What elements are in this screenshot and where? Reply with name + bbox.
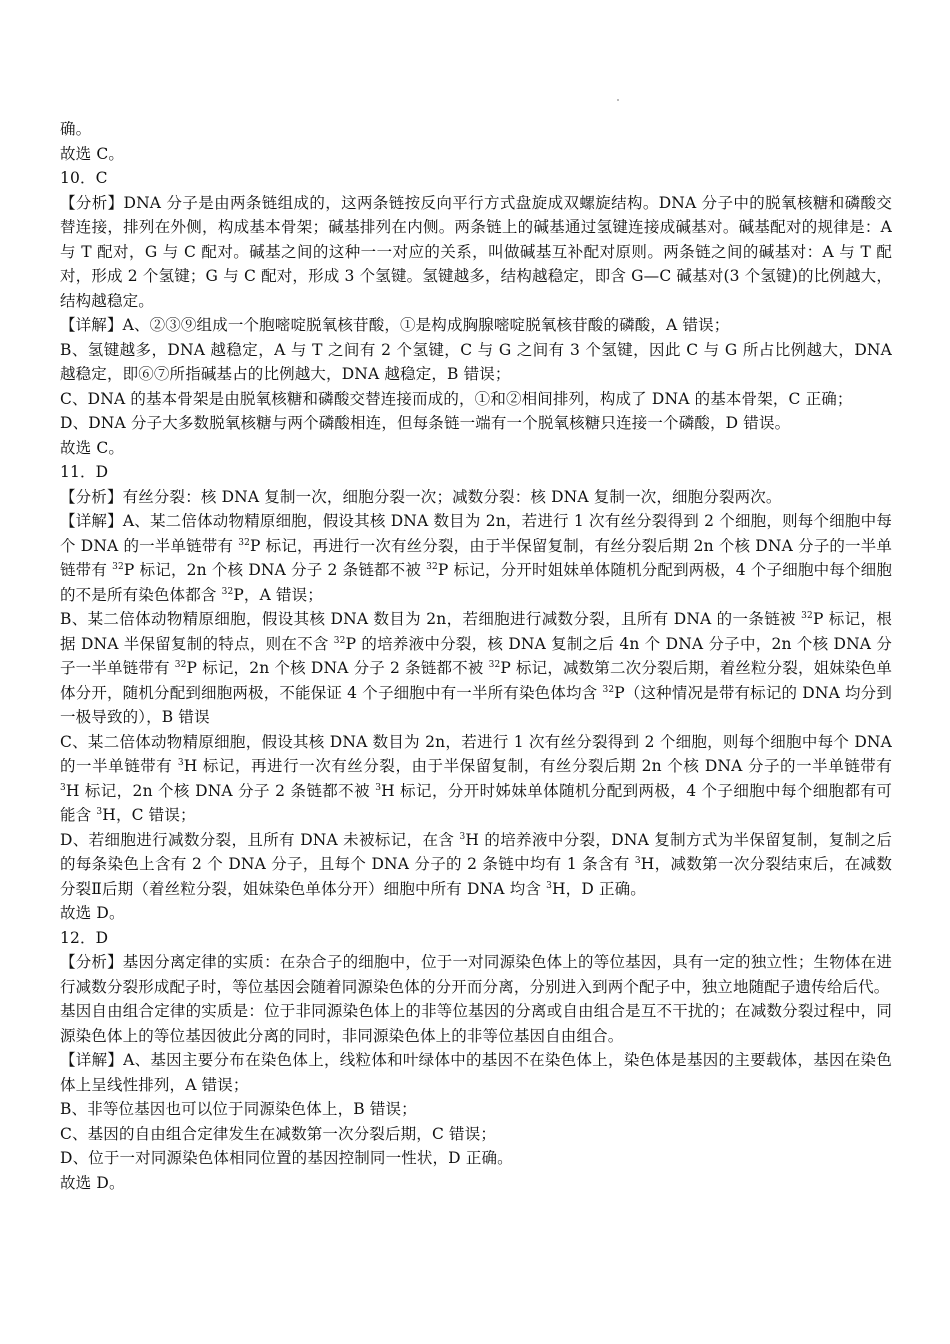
text-line-l16 [60,901,892,926]
text-segment: B、氢键越多，DNA 越稳定，A 与 T 之间有 2 个氢键，C 与 G 之间有 3 个氢键，因此 C 与 G 所占比例越大，DNA 越稳定，即⑥⑦所指碱基占的比例越大，DNA 越稳定，B 错误； [60,340,898,383]
text-line-l19 [60,999,892,1048]
text-segment: D、若细胞进行减数分裂，且所有 DNA 未被标记，在含 [60,830,460,849]
superscript-isotope: 32 [238,537,250,548]
text-line-l24 [60,1171,892,1196]
superscript-isotope: 3 [634,856,641,866]
text-line-l11 [60,485,892,510]
text-line-l13 [60,607,892,730]
text-segment: H，减数第一次分裂结束后，在减数分裂Ⅱ后期（着丝粒分裂，姐妹染色单体分开）细胞中所有 DNA 均含 [60,855,892,898]
text-segment: H 标记，2n 个核 DNA 分子 2 条链都不被 [65,781,376,800]
text-segment: C、DNA 的基本骨架是由脱氧核糖和磷酸交替连接而成的，①和②相间排列，构成了 DNA 的基本骨架，C 正确； [60,389,853,408]
text-segment: P 标记，2n 个核 DNA 分子 2 条链都不被 [123,561,427,579]
text-segment: H 的培养液中分裂，DNA 复制方式为半保留复制，复制之后的每条染色上含有 2 个 DNA 分子，且每个 DNA 分子的 2 条链中均有 1 条含有 [60,830,893,873]
text-segment: P 标记，根据 DNA 半保留复制的特点，则在不含 [60,610,892,653]
text-segment: P，A 错误； [233,585,323,604]
text-segment: B、非等位基因也可以位于同源染色体上，B 错误； [60,1100,417,1118]
text-segment: P 标记，分开时姐妹单体随机分配到两极，4 个子细胞中每个细胞的不是所有染色体都含 [60,561,892,604]
text-segment: 基因自由组合定律的实质是：位于非同源染色体上的非等位基因的分离或自由组合是互不干扰的；在减数分裂过程中，同源染色体上的等位基因彼此分离的同时，非同源染色体上的非等位基因自由组合。 [60,1002,892,1045]
text-line-l22 [60,1122,892,1147]
text-line-l23 [60,1146,892,1171]
text-segment: P（这种情况是带有标记的 DNA 均分到一极导致的），B 错误 [60,683,892,726]
scan-speck [617,99,619,101]
superscript-isotope: 3 [177,758,184,768]
text-segment: P 标记，再进行一次有丝分裂，由于半保留复制，有丝分裂后期 2n 个核 DNA 分子的一半单链带有 [60,536,892,579]
text-line-l15 [60,828,892,902]
text-line-l20 [60,1048,892,1097]
text-segment: 12．D [60,928,109,947]
text-segment: 确。 [60,120,92,138]
text-segment: 【分析】DNA 分子是由两条链组成的，这两条链按反向平行方式盘旋成双螺旋结构。DNA 分子中的脱氧核糖和磷酸交替连接，排列在外侧，构成基本骨架；碱基排列在内侧。两条链上的碱基通过氢键连接成碱基对。碱基配对的规律是：A 与 T 配对，G 与 C 配对。碱基之间的这种一一对应的关系，叫做碱基互补配对原则。两条链之间的碱基对：A 与 T 配对，形成 2 个氢键；G 与 C 配对，形成 3 个氢键。氢键越多，结构越稳定，即含 G—C 碱基对(3 个氢键)的比例越大，结构越稳定。 [60,193,898,310]
text-line-l18 [60,950,892,999]
text-segment: C、某二倍体动物精原细胞，假设其核 DNA 数目为 2n，若进行 1 次有丝分裂得到 2 个细胞，则每个细胞中每个 DNA 的一半单链带有 [60,732,898,775]
text-segment: 【详解】A、基因主要分布在染色体上，线粒体和叶绿体中的基因不在染色体上，染色体是基因的主要载体，基因在染色体上呈线性排列，A 错误； [60,1051,892,1094]
text-segment: H 标记，分开时姊妹单体随机分配到两极，4 个子细胞中每个细胞都有可能含 [60,781,892,824]
text-line-l10 [60,460,892,485]
text-segment: 【详解】A、某二倍体动物精原细胞，假设其核 DNA 数目为 2n，若进行 1 次有丝分裂得到 2 个细胞，则每个细胞中每个 DNA 的一半单链带有 [60,512,892,555]
text-line-l2 [60,142,892,167]
superscript-isotope: 3 [375,782,382,793]
superscript-isotope: 32 [333,635,346,646]
text-segment: P 的培养液中分裂，核 DNA 复制之后 4n 个 DNA 分子中，2n 个核 DNA 分子一半单链带有 [60,634,892,677]
superscript-isotope: 3 [96,807,103,817]
text-segment: H 标记，再进行一次有丝分裂，由于半保留复制，有丝分裂后期 2n 个核 DNA 分子的一半单链带有 [183,757,898,775]
text-line-l9 [60,436,892,461]
text-segment: 11．D [60,463,109,481]
superscript-isotope: 32 [801,611,813,621]
text-segment: 【详解】A、②③⑨组成一个胞嘧啶脱氧核苷酸，①是构成胸腺嘧啶脱氧核苷酸的磷酸，A 错误； [60,316,730,334]
text-line-l4 [60,191,898,314]
text-line-l17 [60,926,892,951]
text-segment: D、位于一对同源染色体相同位置的基因控制同一性状，D 正确。 [60,1149,513,1167]
text-line-l3 [60,166,892,191]
superscript-isotope: 32 [112,562,124,572]
text-segment: B、某二倍体动物精原细胞，假设其核 DNA 数目为 2n，若细胞进行减数分裂，且所有 DNA 的一条链被 [60,610,802,628]
text-segment: 故选 C。 [60,438,125,457]
text-line-l8 [60,411,892,436]
text-segment: H，C 错误； [102,806,196,824]
superscript-isotope: 3 [546,880,552,891]
text-segment: C、基因的自由组合定律发生在减数第一次分裂后期，C 错误； [60,1124,496,1143]
text-segment: 故选 D。 [60,1173,125,1192]
text-segment: D、DNA 分子大多数脱氧核糖与两个磷酸相连，但每条链一端有一个脱氧核糖只连接一个磷酸，D 错误。 [60,414,791,432]
superscript-isotope: 32 [602,684,615,695]
text-segment: 【分析】基因分离定律的实质：在杂合子的细胞中，位于一对同源染色体上的等位基因，具有一定的独立性；生物体在进行减数分裂形成配子时，等位基因会随着同源染色体的分开而分离，分别进入到两个配子中，独立地随配子遗传给后代。 [60,953,892,996]
answer-explanation-document [60,117,898,1195]
superscript-isotope: 32 [488,660,501,670]
text-line-l14 [60,730,898,828]
text-segment: H，D 正确。 [552,879,646,898]
superscript-isotope: 32 [426,562,438,572]
text-line-l7 [60,387,892,412]
text-segment: P 标记，2n 个核 DNA 分子 2 条链都不被 [186,659,489,677]
superscript-isotope: 32 [174,660,187,670]
text-segment: P 标记，减数第二次分裂后期，着丝粒分裂，姐妹染色单体分开，随机分配到细胞两极，不能保证 4 个子细胞中有一半所有染色体均含 [60,659,892,702]
text-line-l6 [60,338,898,387]
text-line-l21 [60,1097,892,1122]
superscript-isotope: 32 [221,586,234,597]
text-line-l12 [60,509,892,607]
text-line-l1 [60,117,892,142]
superscript-isotope: 3 [60,782,66,793]
text-segment: 10．C [60,169,108,187]
text-line-l5 [60,313,892,338]
text-segment: 【分析】有丝分裂：核 DNA 复制一次，细胞分裂一次；减数分裂：核 DNA 复制一次，细胞分裂两次。 [60,487,782,506]
superscript-isotope: 3 [459,831,466,842]
text-segment: 故选 D。 [60,904,125,922]
text-segment: 故选 C。 [60,144,125,163]
